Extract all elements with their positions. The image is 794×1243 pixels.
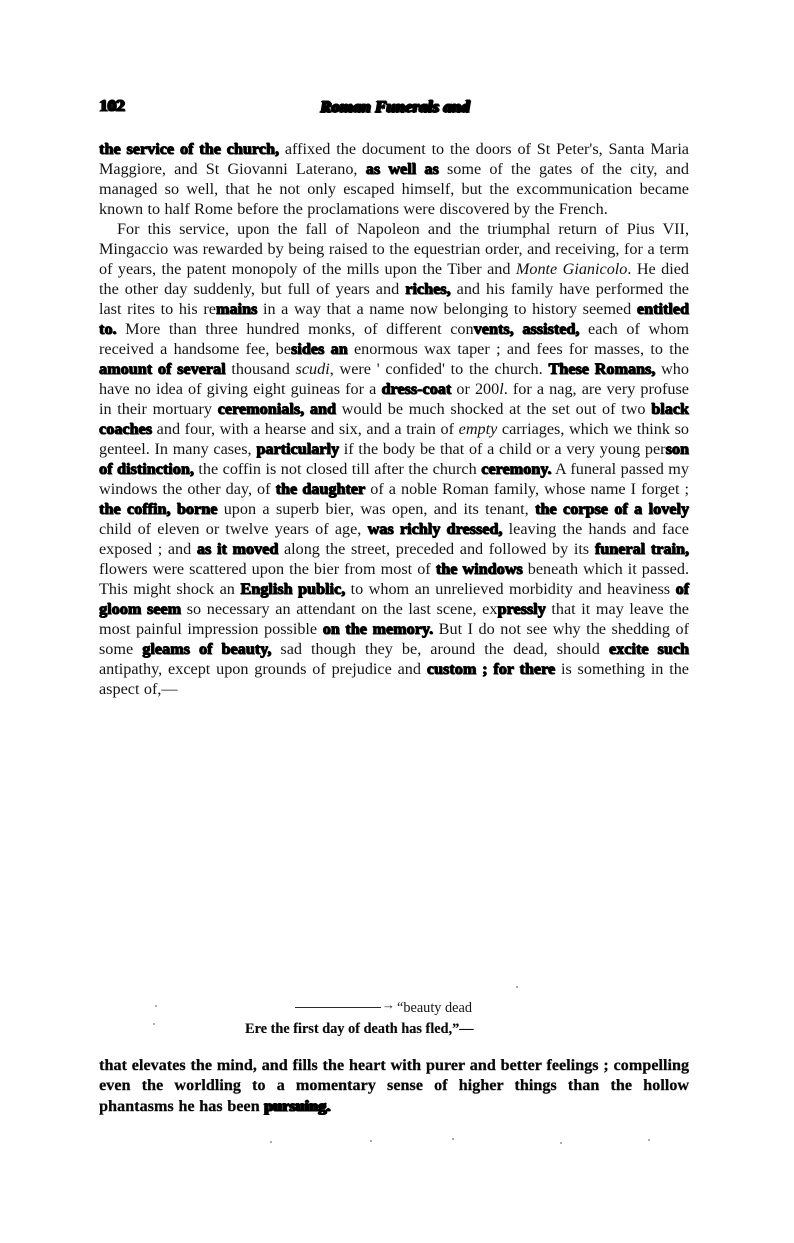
scan-speck [370, 1140, 372, 1142]
text-run: For this service, upon the fall of Napoleon and the triumphal return of Pius VII, Mingaccio was rewarded by being raised to the equestrian order, and receiving, for a term of years, the patent monopoly of the mills upon the Tiber and [99, 220, 689, 278]
closing-paragraph-block [99, 1055, 689, 1116]
page-number: 102 [99, 96, 125, 115]
over-inked-run: These Romans, [548, 360, 656, 378]
verse-line [99, 995, 689, 1018]
scan-speck [516, 986, 518, 988]
over-inked-run: the service of the church, [99, 140, 279, 158]
over-inked-run: vents, assisted, [473, 320, 580, 338]
paragraph [99, 219, 689, 699]
text-run: . He died the other day suddenly, but full of years and riches, and his family have performed the last rites to his remains in a way that a name now belonging to history seemed entitled to. More than three hundred monks, of different convents, assisted, each of whom received a handsome fee, besides an enormous wax taper ; and fees for masses, to the amount of several thousand [99, 260, 690, 378]
over-inked-run: particularly [256, 440, 340, 458]
scan-speck [648, 1139, 650, 1141]
over-inked-run: the windows [435, 560, 523, 578]
scan-speck [270, 1141, 272, 1143]
text-run: the service of the church, affixed the document to the doors of St Peter's, Santa Maria Maggiore, and St Giovanni Laterano, as well as some of the gates of the city, and managed so well, that he not only escaped himself, but the excommunication became known to half Rome before the proclamations were discovered by the French. [99, 140, 689, 218]
italic-run: l [499, 380, 504, 398]
over-inked-run: the corpse of a lovely [535, 500, 689, 518]
over-inked-run: the coffin, borne [99, 500, 218, 518]
over-inked-run: funeral train, [594, 540, 689, 558]
italic-run: scudi [295, 360, 330, 378]
leader-arrow-icon: → [382, 997, 395, 1012]
over-inked-run: of gloom seem [99, 580, 689, 618]
scan-speck [452, 1138, 454, 1140]
leader-rule-icon [295, 1007, 381, 1008]
over-inked-run: ceremony. [481, 460, 552, 478]
body-text [99, 139, 689, 699]
over-inked-run: gleams of beauty, [142, 640, 272, 658]
verse-line-text: “beauty dead [397, 1000, 473, 1016]
over-inked-run: as it moved [196, 540, 279, 558]
running-head-title: Roman Funerals and [320, 96, 470, 117]
italic-run: empty [458, 420, 498, 438]
over-inked-run: was richly dressed, [367, 520, 503, 538]
closing-text: that elevates the mind, and fills the heart with purer and better feelings ; compelling even the worldling to a momentary sense of higher things than the hollow phantasms he has been [99, 1056, 689, 1115]
paragraph [99, 139, 689, 219]
over-inked-run: dress-coat [381, 380, 452, 398]
over-inked-run: riches, [405, 280, 451, 298]
over-inked-run: amount of several [99, 360, 226, 378]
text-run: . for a nag, are very profuse in their mortuary ceremonials, and would be much shocked at the set out of two black coaches and four, with a hearse and six, and a train of [99, 380, 689, 438]
over-inked-run: ceremonials, and [217, 400, 336, 418]
over-inked-run: as well as [365, 160, 439, 178]
over-inked-run: excite such [608, 640, 690, 658]
verse-line-text: Ere the first day of death has fled,”— [245, 1021, 474, 1037]
text-run: carriages, which we think so genteel. In many cases, particularly if the body be that of a child or a very young person of distinction, the coffin is not closed till after the church ceremony. A funeral passed my windows the other day, of the daughter of a noble Roman family, whose name I forget ; the coffin, borne upon a superb bier, was open, and its tenant, the corpse of a lovely child of eleven or twelve years of age, was richly dressed, leaving the hands and face exposed ; and as it moved along the street, preceded and followed by its funeral train, flowers were scattered upon the bier from most of the windows beneath which it passed. This might shock an English public, to whom an unrelieved morbidity and heaviness of gloom seem so necessary an attendant on the last scene, expressly that it may leave the most painful impression possible on the memory. But I do not see why the shedding of some gleams of beauty, sad though they be, around the dead, should excite such antipathy, except upon grounds of prejudice and custom ; for there is something in the aspect of,— [99, 420, 690, 698]
paragraph [99, 1055, 689, 1116]
italic-run: Monte Gianicolo [515, 260, 628, 278]
over-inked-run: custom ; for there [426, 660, 556, 678]
over-inked-run: son of distinction, [99, 440, 689, 478]
over-inked-run: entitled to. [99, 300, 689, 338]
over-inked-run: pressly [497, 600, 546, 618]
over-inked-run: the daughter [275, 480, 366, 498]
over-inked-run: English public, [240, 580, 346, 598]
running-head [99, 96, 691, 120]
over-inked-run: mains [215, 300, 258, 318]
verse-line [99, 1019, 689, 1039]
closing-last-word: pursuing. [264, 1096, 331, 1115]
over-inked-run: sides an [290, 340, 348, 358]
text-run: , were ' confided' to the church. These Romans, who have no idea of giving eight guineas for a dress-coat or 200 [99, 360, 689, 398]
over-inked-run: black coaches [99, 400, 689, 438]
scan-speck [560, 1142, 562, 1144]
over-inked-run: on the memory. [322, 620, 434, 638]
verse-quotation [99, 995, 689, 1039]
